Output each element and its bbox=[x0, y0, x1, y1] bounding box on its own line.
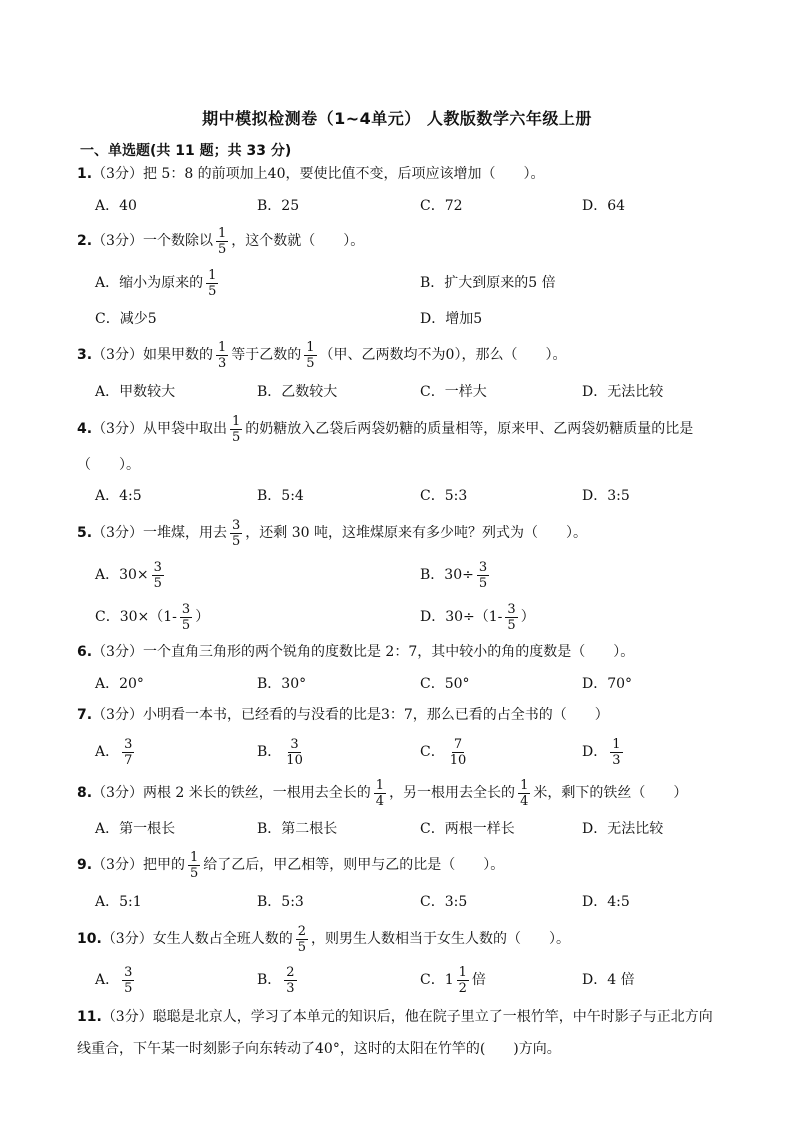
q2-option-a[interactable]: A．缩小为原来的 $\frac{1}{5}$ bbox=[95, 267, 217, 299]
question-text: ，这个数就（ ）。 bbox=[231, 233, 365, 249]
question-text: （3分）把 5：8 的前项加上40，要使比值不变，后项应该增加（ ）。 bbox=[92, 166, 545, 182]
question-number: 10. bbox=[77, 931, 102, 947]
fraction: $\frac{3}{5}$ bbox=[231, 517, 241, 549]
fraction: $\frac{1}{5}$ bbox=[231, 413, 241, 445]
fraction: $\frac{3}{5}$ bbox=[124, 964, 133, 996]
q8-option-d[interactable]: D．无法比较 bbox=[582, 821, 664, 837]
question-text: （3分）一个数除以 bbox=[92, 233, 213, 249]
question-number: 5. bbox=[77, 525, 93, 541]
q1-option-a[interactable]: A．40 bbox=[95, 198, 137, 214]
q9-option-a[interactable]: A．5:1 bbox=[95, 894, 142, 910]
q1-option-b[interactable]: B．25 bbox=[257, 198, 300, 214]
q5-option-b[interactable]: B．30÷ $\frac{3}{5}$ bbox=[420, 559, 488, 591]
question-11-continued: 线重合，下午某一时刻影子向东转动了40°，这时的太阳在竹竿的( )方向。 bbox=[77, 1041, 561, 1057]
q2-option-c[interactable]: C．减少5 bbox=[95, 311, 157, 327]
q7-option-a[interactable]: A． $\frac{3}{7}$ bbox=[95, 736, 133, 768]
section-heading: 一、单选题(共 11 题；共 33 分) bbox=[80, 143, 292, 159]
q9-option-b[interactable]: B．5:3 bbox=[257, 894, 304, 910]
q2-option-b[interactable]: B．扩大到原来的5 倍 bbox=[420, 275, 556, 291]
q6-option-b[interactable]: B．30° bbox=[257, 676, 307, 692]
fraction: $\frac{1}{5}$ bbox=[217, 225, 227, 257]
question-4: 4. （3分）从甲袋中取出 $\frac{1}{5}$ 的奶糖放入乙袋后两袋奶糖的质量相等，原来甲、乙两袋奶糖质量的比是 bbox=[77, 407, 693, 451]
question-number: 11. bbox=[77, 1009, 102, 1025]
fraction: $\frac{3}{5}$ bbox=[478, 559, 488, 591]
q9-option-d[interactable]: D．4:5 bbox=[582, 894, 630, 910]
q7-option-d[interactable]: D． $\frac{1}{3}$ bbox=[582, 736, 621, 768]
q1-option-c[interactable]: C．72 bbox=[420, 198, 463, 214]
question-7: 7.（3分）小明看一本书，已经看的与没看的比是3：7，那么已看的占全书的（ ） bbox=[77, 707, 609, 723]
q6-option-d[interactable]: D．70° bbox=[582, 676, 633, 692]
fraction: $\frac{3}{10}$ bbox=[286, 736, 303, 768]
q4-option-a[interactable]: A．4:5 bbox=[95, 488, 142, 504]
question-5: 5. （3分）一堆煤，用去 $\frac{3}{5}$ ，还剩 30 吨，这堆煤原来有多少吨？列式为（ ）。 bbox=[77, 511, 587, 555]
fraction: $\frac{1}{4}$ bbox=[375, 777, 385, 809]
q6-option-c[interactable]: C．50° bbox=[420, 676, 470, 692]
question-10: 10. （3分）女生人数占全班人数的 $\frac{2}{5}$ ，则男生人数相当于女生人数的（ ）。 bbox=[77, 917, 570, 961]
fraction: $\frac{1}{5}$ bbox=[189, 849, 199, 881]
q1-option-d[interactable]: D．64 bbox=[582, 198, 626, 214]
q3-option-d[interactable]: D．无法比较 bbox=[582, 384, 664, 400]
question-3: 3. （3分）如果甲数的 $\frac{1}{3}$ 等于乙数的 $\frac{1}{5}$ （甲、乙两数均不为0），那么（ ）。 bbox=[77, 333, 566, 377]
q3-option-c[interactable]: C．一样大 bbox=[420, 384, 487, 400]
page-title: 期中模拟检测卷（1~4单元） 人教版数学六年级上册 bbox=[202, 109, 592, 128]
fraction: $\frac{1}{5}$ bbox=[306, 339, 315, 371]
question-6: 6.（3分）一个直角三角形的两个锐角的度数比是 2：7，其中较小的角的度数是（ ）。 bbox=[77, 644, 635, 660]
question-number: 9. bbox=[77, 857, 93, 873]
question-8: 8. （3分）两根 2 米长的铁丝，一根用去全长的 $\frac{1}{4}$ ，另一根用去全长的 $\frac{1}{4}$ 米，剩下的铁丝（ ） bbox=[77, 771, 687, 815]
q10-option-d[interactable]: D．4 倍 bbox=[582, 972, 635, 988]
q10-option-b[interactable]: B． $\frac{2}{3}$ bbox=[257, 964, 295, 996]
q7-option-c[interactable]: C． $\frac{7}{10}$ bbox=[420, 736, 467, 768]
question-number: 6. bbox=[77, 644, 93, 660]
fraction: $\frac{2}{5}$ bbox=[297, 923, 307, 955]
question-4-continued: （ ）。 bbox=[77, 457, 140, 473]
q9-option-c[interactable]: C．3:5 bbox=[420, 894, 468, 910]
question-9: 9. （3分）把甲的 $\frac{1}{5}$ 给了乙后，甲乙相等，则甲与乙的比是（ ）。 bbox=[77, 843, 504, 887]
question-number: 4. bbox=[77, 421, 93, 437]
q3-option-b[interactable]: B．乙数较大 bbox=[257, 384, 338, 400]
fraction: $\frac{3}{5}$ bbox=[153, 559, 162, 591]
q8-option-b[interactable]: B．第二根长 bbox=[257, 821, 338, 837]
q7-option-b[interactable]: B． $\frac{3}{10}$ bbox=[257, 736, 303, 768]
question-2 bbox=[77, 219, 364, 263]
q5-option-a[interactable]: A．30× $\frac{3}{5}$ bbox=[95, 559, 162, 591]
fraction: $\frac{3}{5}$ bbox=[181, 601, 191, 633]
fraction: $\frac{1}{2}$ bbox=[458, 964, 467, 996]
fraction: $\frac{1}{4}$ bbox=[520, 777, 529, 809]
q2-option-d[interactable]: D．增加5 bbox=[420, 311, 483, 327]
q10-option-a[interactable]: A． $\frac{3}{5}$ bbox=[95, 964, 133, 996]
question-11: 11.（3分）聪聪是北京人，学习了本单元的知识后，他在院子里立了一根竹竿，中午时影子与正北方向 bbox=[77, 1009, 713, 1025]
fraction: $\frac{3}{5}$ bbox=[507, 601, 516, 633]
fraction: $\frac{1}{3}$ bbox=[217, 339, 227, 371]
fraction: $\frac{3}{7}$ bbox=[124, 736, 133, 768]
question-1 bbox=[77, 161, 545, 187]
q8-option-a[interactable]: A．第一根长 bbox=[95, 821, 176, 837]
q6-option-a[interactable]: A．20° bbox=[95, 676, 144, 692]
fraction: $\frac{2}{3}$ bbox=[286, 964, 295, 996]
q10-option-c[interactable]: C．1 $\frac{1}{2}$ 倍 bbox=[420, 964, 486, 996]
q4-option-c[interactable]: C．5:3 bbox=[420, 488, 468, 504]
fraction: $\frac{1}{5}$ bbox=[208, 267, 217, 299]
q5-option-c[interactable]: C．30×（1- $\frac{3}{5}$ ） bbox=[95, 601, 210, 633]
question-number: 8. bbox=[77, 785, 93, 801]
q4-option-b[interactable]: B．5:4 bbox=[257, 488, 304, 504]
fraction: $\frac{1}{3}$ bbox=[612, 736, 621, 768]
fraction: $\frac{7}{10}$ bbox=[449, 736, 467, 768]
q4-option-d[interactable]: D．3:5 bbox=[582, 488, 630, 504]
question-number: 2. bbox=[77, 233, 93, 249]
q8-option-c[interactable]: C．两根一样长 bbox=[420, 821, 515, 837]
q3-option-a[interactable]: A．甲数较大 bbox=[95, 384, 176, 400]
q5-option-d[interactable]: D．30÷（1- $\frac{3}{5}$ ） bbox=[420, 601, 535, 633]
question-number: 3. bbox=[77, 347, 93, 363]
question-number: 1. bbox=[77, 166, 93, 182]
question-number: 7. bbox=[77, 707, 93, 723]
